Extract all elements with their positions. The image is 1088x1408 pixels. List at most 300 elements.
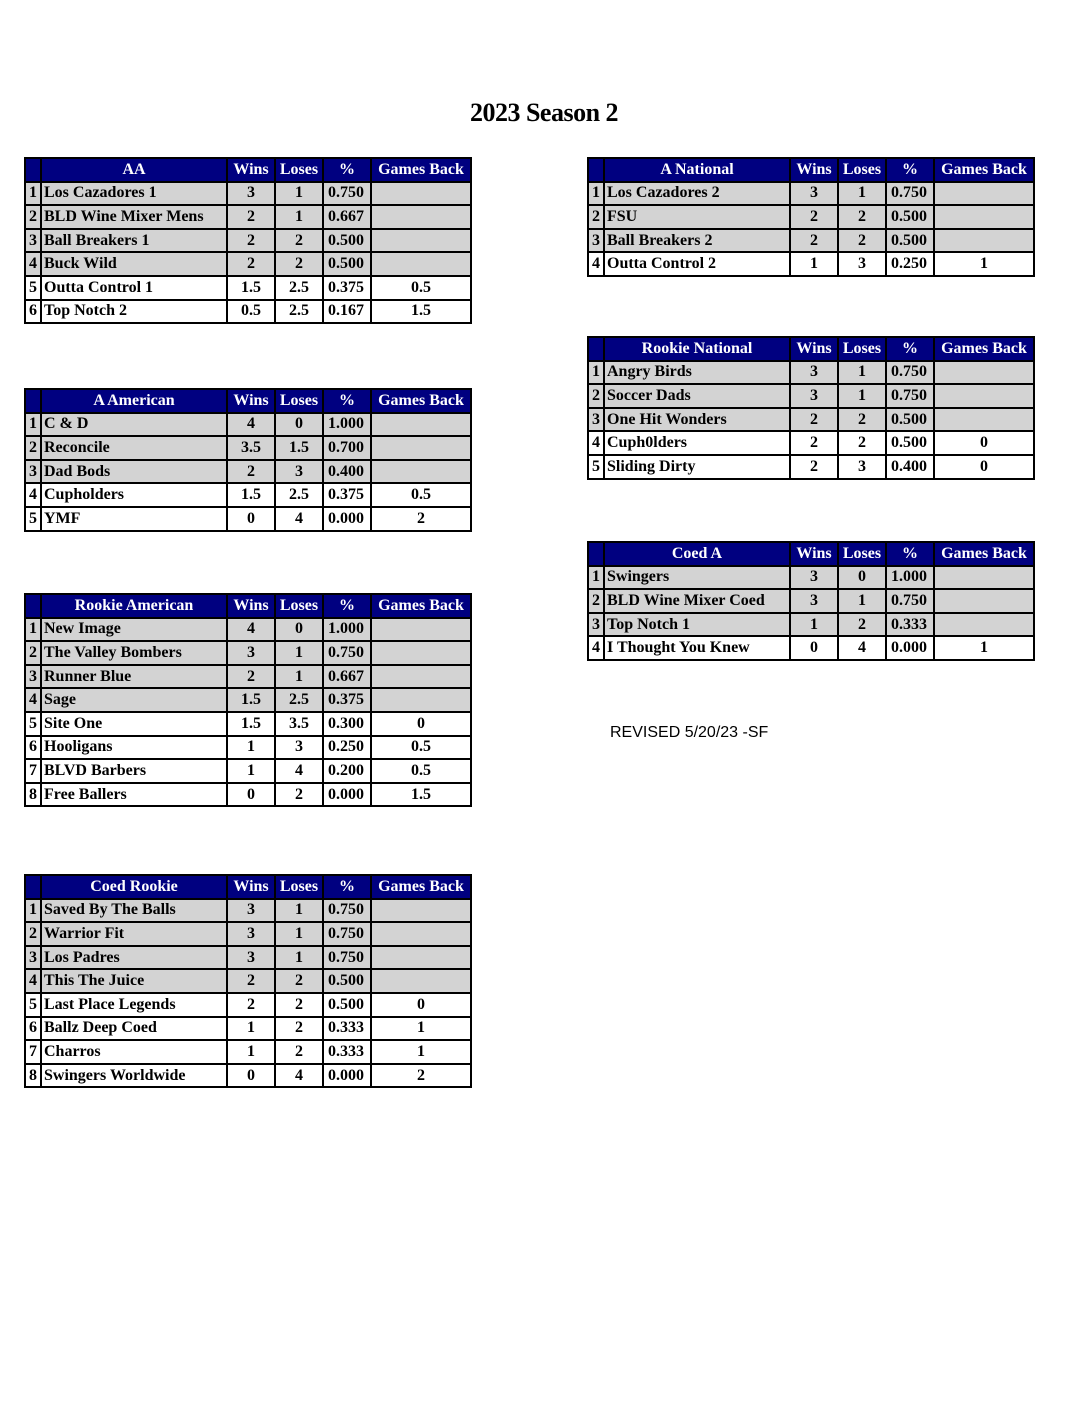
rank-cell: 5	[588, 455, 604, 479]
wins-cell: 2	[227, 252, 275, 276]
table-row	[25, 507, 471, 531]
team-name-cell: Site One	[41, 712, 227, 736]
rank-cell: 5	[25, 993, 41, 1017]
wins-header: Wins	[790, 158, 838, 182]
team-name-cell: I Thought You Knew	[604, 636, 790, 660]
rank-cell: 2	[588, 384, 604, 408]
games-back-header: Games Back	[371, 158, 471, 182]
table-row	[588, 361, 1034, 385]
wins-cell: 4	[227, 413, 275, 437]
loses-cell: 1	[275, 922, 323, 946]
rank-cell: 2	[25, 641, 41, 665]
loses-header: Loses	[275, 389, 323, 413]
loses-cell: 1	[275, 641, 323, 665]
rank-cell: 2	[25, 436, 41, 460]
header-row	[25, 158, 471, 182]
wins-cell: 3	[790, 182, 838, 206]
loses-header: Loses	[275, 158, 323, 182]
loses-cell: 1	[838, 361, 886, 385]
loses-cell: 0	[275, 413, 323, 437]
wins-cell: 1.5	[227, 688, 275, 712]
games-back-cell: 0.5	[371, 759, 471, 783]
loses-cell: 2.5	[275, 688, 323, 712]
wins-cell: 3.5	[227, 436, 275, 460]
games-back-cell	[371, 182, 471, 206]
games-back-cell	[371, 899, 471, 923]
wins-cell: 1.5	[227, 483, 275, 507]
rank-cell: 4	[25, 252, 41, 276]
wins-cell: 3	[790, 566, 838, 590]
team-name-cell: BLD Wine Mixer Mens	[41, 205, 227, 229]
games-back-cell: 0	[371, 712, 471, 736]
loses-header: Loses	[275, 875, 323, 899]
wins-cell: 0.5	[227, 300, 275, 324]
rank-cell: 3	[588, 408, 604, 432]
rank-cell: 5	[25, 507, 41, 531]
pct-cell: 0.000	[323, 1064, 371, 1088]
division-name: Rookie National	[604, 337, 790, 361]
table-row	[25, 182, 471, 206]
team-name-cell: Ballz Deep Coed	[41, 1017, 227, 1041]
wins-cell: 1	[227, 1040, 275, 1064]
team-name-cell: Sliding Dirty	[604, 455, 790, 479]
games-back-cell: 0	[371, 993, 471, 1017]
division-name: A American	[41, 389, 227, 413]
rank-cell: 3	[588, 229, 604, 253]
games-back-cell	[371, 922, 471, 946]
wins-cell: 2	[790, 205, 838, 229]
table-row	[25, 899, 471, 923]
games-back-cell	[371, 252, 471, 276]
team-name-cell: BLVD Barbers	[41, 759, 227, 783]
table-row	[25, 276, 471, 300]
wins-header: Wins	[790, 337, 838, 361]
loses-cell: 1	[275, 665, 323, 689]
games-back-cell: 1	[934, 252, 1034, 276]
rank-cell: 1	[25, 618, 41, 642]
pct-cell: 0.375	[323, 483, 371, 507]
games-back-cell: 0.5	[371, 736, 471, 760]
pct-header: %	[323, 875, 371, 899]
team-name-cell: Last Place Legends	[41, 993, 227, 1017]
pct-cell: 0.667	[323, 205, 371, 229]
games-back-cell	[934, 589, 1034, 613]
pct-cell: 1.000	[323, 618, 371, 642]
team-name-cell: The Valley Bombers	[41, 641, 227, 665]
games-back-cell	[934, 361, 1034, 385]
rank-cell: 3	[25, 460, 41, 484]
pct-cell: 1.000	[323, 413, 371, 437]
team-name-cell: Dad Bods	[41, 460, 227, 484]
standings-table-aa	[24, 157, 472, 324]
loses-cell: 2	[275, 1040, 323, 1064]
wins-cell: 2	[227, 229, 275, 253]
loses-cell: 2	[838, 431, 886, 455]
division-name: A National	[604, 158, 790, 182]
rank-cell: 8	[25, 1064, 41, 1088]
standings-table-rookie-national	[587, 336, 1035, 480]
rank-cell: 4	[25, 483, 41, 507]
team-name-cell: C & D	[41, 413, 227, 437]
loses-cell: 3	[838, 252, 886, 276]
team-name-cell: Los Cazadores 1	[41, 182, 227, 206]
rank-cell: 4	[588, 431, 604, 455]
loses-cell: 2.5	[275, 483, 323, 507]
table-row	[588, 589, 1034, 613]
loses-cell: 2.5	[275, 276, 323, 300]
games-back-header: Games Back	[934, 158, 1034, 182]
games-back-cell	[371, 413, 471, 437]
rank-cell: 2	[588, 205, 604, 229]
games-back-cell: 2	[371, 507, 471, 531]
team-name-cell: BLD Wine Mixer Coed	[604, 589, 790, 613]
games-back-cell: 1.5	[371, 300, 471, 324]
rank-header	[588, 158, 604, 182]
pct-cell: 0.375	[323, 688, 371, 712]
pct-cell: 0.200	[323, 759, 371, 783]
table-row	[588, 636, 1034, 660]
table-row	[25, 252, 471, 276]
rank-header	[588, 542, 604, 566]
wins-cell: 0	[227, 783, 275, 807]
table-row	[25, 783, 471, 807]
wins-cell: 3	[227, 182, 275, 206]
pct-cell: 0.750	[886, 589, 934, 613]
wins-cell: 1	[227, 759, 275, 783]
pct-cell: 0.375	[323, 276, 371, 300]
loses-cell: 1	[838, 182, 886, 206]
pct-header: %	[886, 542, 934, 566]
games-back-header: Games Back	[934, 337, 1034, 361]
games-back-cell	[371, 946, 471, 970]
rank-cell: 6	[25, 1017, 41, 1041]
rank-cell: 5	[25, 276, 41, 300]
team-name-cell: Hooligans	[41, 736, 227, 760]
table-row	[25, 460, 471, 484]
pct-header: %	[323, 389, 371, 413]
loses-cell: 1.5	[275, 436, 323, 460]
wins-cell: 3	[790, 361, 838, 385]
games-back-cell	[934, 613, 1034, 637]
loses-cell: 1	[275, 946, 323, 970]
team-name-cell: YMF	[41, 507, 227, 531]
pct-cell: 0.250	[886, 252, 934, 276]
table-row	[25, 922, 471, 946]
loses-cell: 2	[275, 783, 323, 807]
loses-header: Loses	[838, 158, 886, 182]
table-row	[25, 413, 471, 437]
wins-cell: 2	[790, 455, 838, 479]
pct-cell: 0.000	[886, 636, 934, 660]
rank-cell: 6	[25, 736, 41, 760]
team-name-cell: This The Juice	[41, 969, 227, 993]
pct-cell: 1.000	[886, 566, 934, 590]
games-back-cell	[934, 408, 1034, 432]
loses-cell: 3.5	[275, 712, 323, 736]
table-row	[588, 252, 1034, 276]
pct-cell: 0.250	[323, 736, 371, 760]
table-row	[25, 969, 471, 993]
table-row	[25, 1040, 471, 1064]
wins-cell: 2	[227, 460, 275, 484]
wins-cell: 2	[790, 229, 838, 253]
games-back-cell: 1	[934, 636, 1034, 660]
games-back-cell	[371, 665, 471, 689]
pct-cell: 0.500	[886, 229, 934, 253]
rank-cell: 4	[25, 969, 41, 993]
pct-cell: 0.400	[323, 460, 371, 484]
wins-cell: 1	[227, 1017, 275, 1041]
pct-cell: 0.750	[323, 182, 371, 206]
team-name-cell: One Hit Wonders	[604, 408, 790, 432]
rank-cell: 3	[588, 613, 604, 637]
wins-cell: 1.5	[227, 276, 275, 300]
games-back-cell: 1.5	[371, 783, 471, 807]
table-row	[25, 483, 471, 507]
wins-cell: 3	[227, 922, 275, 946]
pct-cell: 0.750	[323, 946, 371, 970]
team-name-cell: Free Ballers	[41, 783, 227, 807]
wins-header: Wins	[227, 389, 275, 413]
standings-table-coed-a	[587, 541, 1035, 661]
pct-header: %	[323, 594, 371, 618]
games-back-cell: 0.5	[371, 483, 471, 507]
games-back-header: Games Back	[371, 389, 471, 413]
wins-cell: 3	[227, 641, 275, 665]
rank-header	[588, 337, 604, 361]
pct-cell: 0.000	[323, 783, 371, 807]
wins-cell: 4	[227, 618, 275, 642]
table-row	[25, 993, 471, 1017]
loses-cell: 4	[838, 636, 886, 660]
team-name-cell: Buck Wild	[41, 252, 227, 276]
games-back-cell	[934, 205, 1034, 229]
games-back-cell	[371, 205, 471, 229]
pct-cell: 0.500	[323, 252, 371, 276]
table-row	[588, 566, 1034, 590]
pct-cell: 0.500	[323, 229, 371, 253]
rank-header	[25, 158, 41, 182]
wins-cell: 3	[790, 589, 838, 613]
pct-header: %	[886, 337, 934, 361]
division-name: Rookie American	[41, 594, 227, 618]
header-row	[588, 337, 1034, 361]
wins-cell: 1	[790, 613, 838, 637]
games-back-cell	[934, 566, 1034, 590]
page-title: 2023 Season 2	[469, 98, 619, 127]
loses-cell: 2	[275, 993, 323, 1017]
games-back-cell	[934, 182, 1034, 206]
loses-cell: 2	[275, 969, 323, 993]
team-name-cell: Charros	[41, 1040, 227, 1064]
pct-cell: 0.500	[886, 431, 934, 455]
wins-cell: 2	[790, 431, 838, 455]
team-name-cell: Top Notch 1	[604, 613, 790, 637]
pct-cell: 0.500	[886, 408, 934, 432]
division-name: Coed Rookie	[41, 875, 227, 899]
pct-cell: 0.667	[323, 665, 371, 689]
table-row	[25, 205, 471, 229]
wins-header: Wins	[227, 594, 275, 618]
rank-cell: 1	[588, 182, 604, 206]
loses-cell: 1	[275, 205, 323, 229]
wins-cell: 3	[227, 899, 275, 923]
header-row	[588, 542, 1034, 566]
loses-cell: 3	[838, 455, 886, 479]
rank-cell: 8	[25, 783, 41, 807]
games-back-cell	[371, 436, 471, 460]
standings-table-a-national	[587, 157, 1035, 277]
pct-cell: 0.333	[323, 1040, 371, 1064]
pct-cell: 0.750	[886, 384, 934, 408]
games-back-cell: 2	[371, 1064, 471, 1088]
wins-cell: 2	[790, 408, 838, 432]
games-back-cell	[371, 229, 471, 253]
team-name-cell: Sage	[41, 688, 227, 712]
games-back-cell: 0.5	[371, 276, 471, 300]
pct-cell: 0.500	[886, 205, 934, 229]
table-row	[25, 1064, 471, 1088]
division-name: Coed A	[604, 542, 790, 566]
pct-cell: 0.750	[323, 922, 371, 946]
wins-header: Wins	[790, 542, 838, 566]
team-name-cell: Cuph0lders	[604, 431, 790, 455]
table-row	[25, 688, 471, 712]
games-back-header: Games Back	[371, 875, 471, 899]
wins-header: Wins	[227, 875, 275, 899]
games-back-cell	[371, 618, 471, 642]
pct-header: %	[886, 158, 934, 182]
games-back-cell: 1	[371, 1040, 471, 1064]
loses-cell: 2.5	[275, 300, 323, 324]
division-name: AA	[41, 158, 227, 182]
games-back-header: Games Back	[934, 542, 1034, 566]
loses-cell: 1	[838, 384, 886, 408]
team-name-cell: Los Padres	[41, 946, 227, 970]
pct-cell: 0.500	[323, 993, 371, 1017]
team-name-cell: Los Cazadores 2	[604, 182, 790, 206]
wins-header: Wins	[227, 158, 275, 182]
table-row	[25, 641, 471, 665]
pct-cell: 0.167	[323, 300, 371, 324]
team-name-cell: Cupholders	[41, 483, 227, 507]
wins-cell: 1	[790, 252, 838, 276]
team-name-cell: Warrior Fit	[41, 922, 227, 946]
rank-cell: 5	[25, 712, 41, 736]
loses-cell: 1	[275, 899, 323, 923]
rank-cell: 7	[25, 759, 41, 783]
pct-cell: 0.750	[323, 641, 371, 665]
pct-cell: 0.750	[886, 361, 934, 385]
loses-cell: 2	[838, 205, 886, 229]
loses-cell: 4	[275, 1064, 323, 1088]
header-row	[25, 389, 471, 413]
rank-cell: 1	[25, 413, 41, 437]
pct-cell: 0.700	[323, 436, 371, 460]
table-row	[588, 455, 1034, 479]
loses-header: Loses	[275, 594, 323, 618]
rank-cell: 3	[25, 229, 41, 253]
team-name-cell: Outta Control 2	[604, 252, 790, 276]
table-row	[588, 384, 1034, 408]
pct-cell: 0.750	[323, 899, 371, 923]
pct-header: %	[323, 158, 371, 182]
loses-cell: 2	[275, 1017, 323, 1041]
revised-note: REVISED 5/20/23 -SF	[610, 724, 769, 741]
games-back-cell	[371, 641, 471, 665]
pct-cell: 0.333	[886, 613, 934, 637]
pct-cell: 0.500	[323, 969, 371, 993]
team-name-cell: Swingers	[604, 566, 790, 590]
loses-cell: 2	[838, 613, 886, 637]
standings-table-coed-rookie	[24, 874, 472, 1088]
wins-cell: 2	[227, 665, 275, 689]
table-row	[588, 229, 1034, 253]
wins-cell: 1	[227, 736, 275, 760]
table-row	[25, 736, 471, 760]
wins-cell: 0	[227, 507, 275, 531]
loses-cell: 4	[275, 507, 323, 531]
games-back-cell	[371, 969, 471, 993]
games-back-cell: 1	[371, 1017, 471, 1041]
pct-cell: 0.750	[886, 182, 934, 206]
rank-cell: 1	[588, 361, 604, 385]
loses-cell: 1	[838, 589, 886, 613]
loses-header: Loses	[838, 542, 886, 566]
wins-cell: 3	[227, 946, 275, 970]
table-row	[25, 229, 471, 253]
header-row	[25, 594, 471, 618]
rank-cell: 2	[588, 589, 604, 613]
table-row	[25, 665, 471, 689]
loses-cell: 0	[838, 566, 886, 590]
team-name-cell: Outta Control 1	[41, 276, 227, 300]
team-name-cell: Angry Birds	[604, 361, 790, 385]
rank-cell: 3	[25, 665, 41, 689]
rank-cell: 6	[25, 300, 41, 324]
team-name-cell: Reconcile	[41, 436, 227, 460]
games-back-cell: 0	[934, 431, 1034, 455]
table-row	[25, 1017, 471, 1041]
table-row	[25, 759, 471, 783]
wins-cell: 1.5	[227, 712, 275, 736]
loses-cell: 4	[275, 759, 323, 783]
loses-cell: 0	[275, 618, 323, 642]
header-row	[25, 875, 471, 899]
loses-cell: 2	[275, 252, 323, 276]
team-name-cell: Runner Blue	[41, 665, 227, 689]
rank-cell: 2	[25, 205, 41, 229]
games-back-cell	[371, 460, 471, 484]
rank-cell: 1	[25, 182, 41, 206]
team-name-cell: Ball Breakers 2	[604, 229, 790, 253]
wins-cell: 0	[227, 1064, 275, 1088]
team-name-cell: Soccer Dads	[604, 384, 790, 408]
loses-cell: 2	[275, 229, 323, 253]
table-row	[25, 946, 471, 970]
standings-table-a-american	[24, 388, 472, 532]
table-row	[25, 300, 471, 324]
games-back-cell	[934, 229, 1034, 253]
loses-cell: 2	[838, 229, 886, 253]
table-row	[588, 182, 1034, 206]
pct-cell: 0.400	[886, 455, 934, 479]
pct-cell: 0.333	[323, 1017, 371, 1041]
rank-cell: 4	[25, 688, 41, 712]
games-back-header: Games Back	[371, 594, 471, 618]
rank-header	[25, 875, 41, 899]
team-name-cell: Ball Breakers 1	[41, 229, 227, 253]
